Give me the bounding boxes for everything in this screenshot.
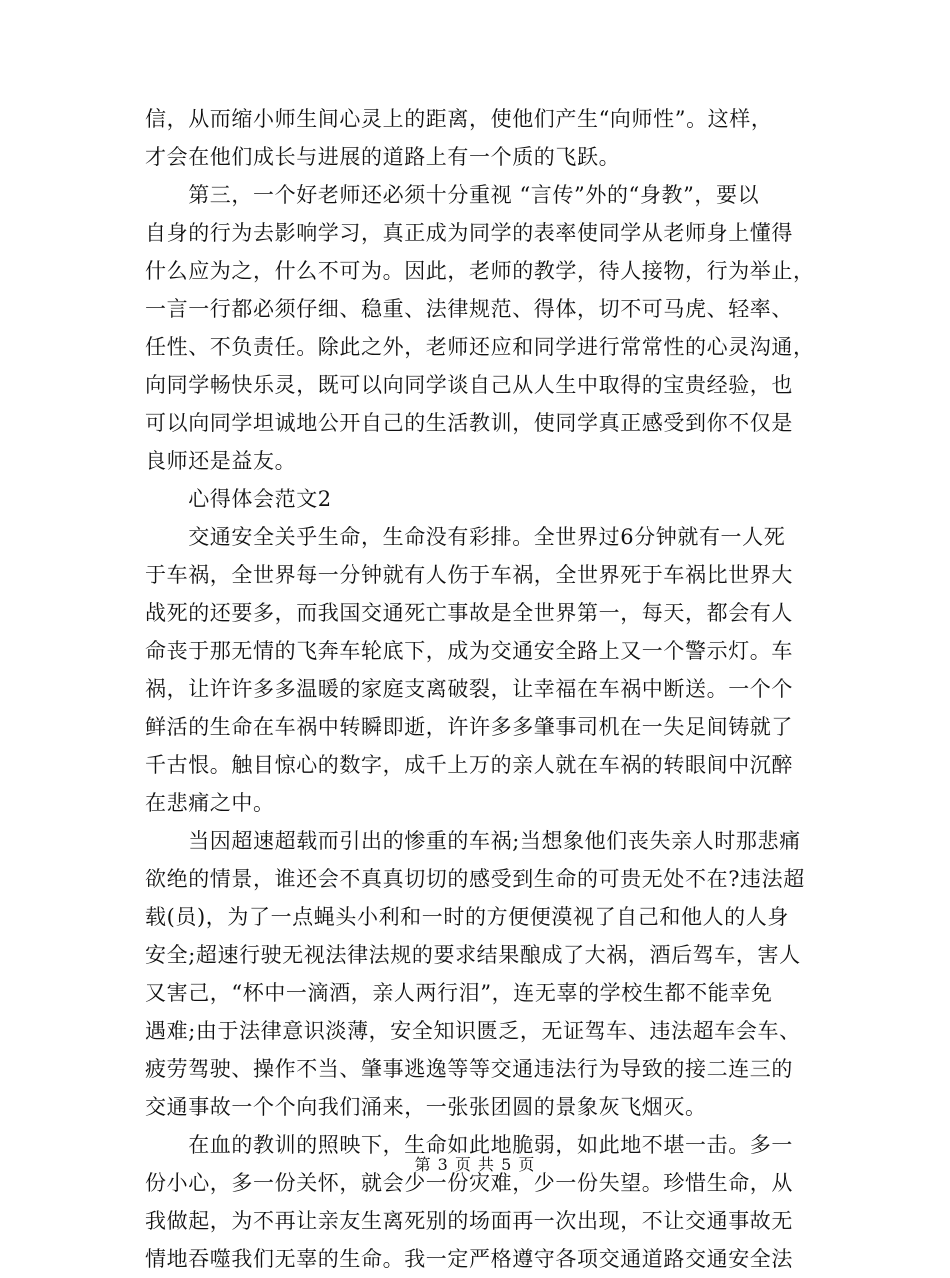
text-line: 才会在他们成长与进展的道路上有一个质的飞跃。 <box>145 145 621 169</box>
text-line: 遇难;由于法律意识淡薄，安全知识匮乏，无证驾车、违法超车会车、 <box>145 1019 801 1043</box>
text-line: 什么应为之，什么不可为。因此，老师的教学，待人接物，行为举止， <box>145 259 815 283</box>
text-line: 在悲痛之中。 <box>145 791 275 815</box>
text-line: 一言一行都必须仔细、稳重、法律规范、得体，切不可马虎、轻率、 <box>145 297 793 321</box>
text-line: 于车祸，全世界每一分钟就有人伤于车祸，全世界死于车祸比世界大 <box>145 563 793 587</box>
text-line: 我做起，为不再让亲友生离死别的场面再一次出现，不让交通事故无 <box>145 1209 793 1233</box>
text-line: 欲绝的情景，谁还会不真真切切的感受到生命的可贵无处不在?违法超 <box>145 867 805 891</box>
text-line: 份小心，多一份关怀，就会少一份灾难，少一份失望。珍惜生命，从 <box>145 1171 793 1195</box>
text-line: 良师还是益友。 <box>145 449 297 473</box>
text-line: 载(员)，为了一点蝇头小利和一时的方便便漠视了自己和他人的人身 <box>145 905 789 929</box>
text-line: 可以向同学坦诚地公开自己的生活教训，使同学真正感受到你不仅是 <box>145 411 793 435</box>
text-line: 命丧于那无情的飞奔车轮底下，成为交通安全路上又一个警示灯。车 <box>145 639 793 663</box>
text-line: 自身的行为去影响学习，真正成为同学的表率使同学从老师身上懂得 <box>145 221 793 245</box>
text-line: 千古恨。触目惊心的数字，成千上万的亲人就在车祸的转眼间中沉醉 <box>145 753 793 777</box>
text-line: 安全;超速行驶无视法律法规的要求结果酿成了大祸，酒后驾车，害人 <box>145 943 801 967</box>
text-line: 交通事故一个个向我们涌来，一张张团圆的景象灰飞烟灭。 <box>145 1095 707 1119</box>
text-line: 鲜活的生命在车祸中转瞬即逝，许许多多肇事司机在一失足间铸就了 <box>145 715 793 739</box>
page-footer: 第 3 页 共 5 页 <box>414 1155 536 1174</box>
text-line: 向同学畅快乐灵，既可以向同学谈自己从人生中取得的宝贵经验，也 <box>145 373 793 397</box>
text-line: 第三，一个好老师还必须十分重视 “言传”外的“身教”，要以 <box>145 183 760 207</box>
body-text <box>145 100 825 1278</box>
text-line: 交通安全关乎生命，生命没有彩排。全世界过6分钟就有一人死 <box>145 525 786 549</box>
section-heading: 心得体会范文2 <box>145 487 332 511</box>
text-line: 情地吞噬我们无辜的生命。我一定严格遵守各项交通道路交通安全法 <box>145 1247 793 1271</box>
text-line: 祸，让许许多多温暖的家庭支离破裂，让幸福在车祸中断送。一个个 <box>145 677 793 701</box>
text-line: 任性、不负责任。除此之外，老师还应和同学进行常常性的心灵沟通， <box>145 335 815 359</box>
text-line: 信，从而缩小师生间心灵上的距离，使他们产生“向师性”。这样， <box>145 107 773 131</box>
text-line: 又害己，“杯中一滴酒，亲人两行泪”，连无辜的学校生都不能幸免 <box>145 981 773 1005</box>
text-line: 战死的还要多，而我国交通死亡事故是全世界第一，每天，都会有人 <box>145 601 793 625</box>
text-line: 在血的教训的照映下，生命如此地脆弱，如此地不堪一击。多一 <box>145 1133 793 1157</box>
text-line: 疲劳驾驶、操作不当、肇事逃逸等等交通违法行为导致的接二连三的 <box>145 1057 793 1081</box>
text-line: 当因超速超载而引出的惨重的车祸;当想象他们丧失亲人时那悲痛 <box>145 829 801 853</box>
